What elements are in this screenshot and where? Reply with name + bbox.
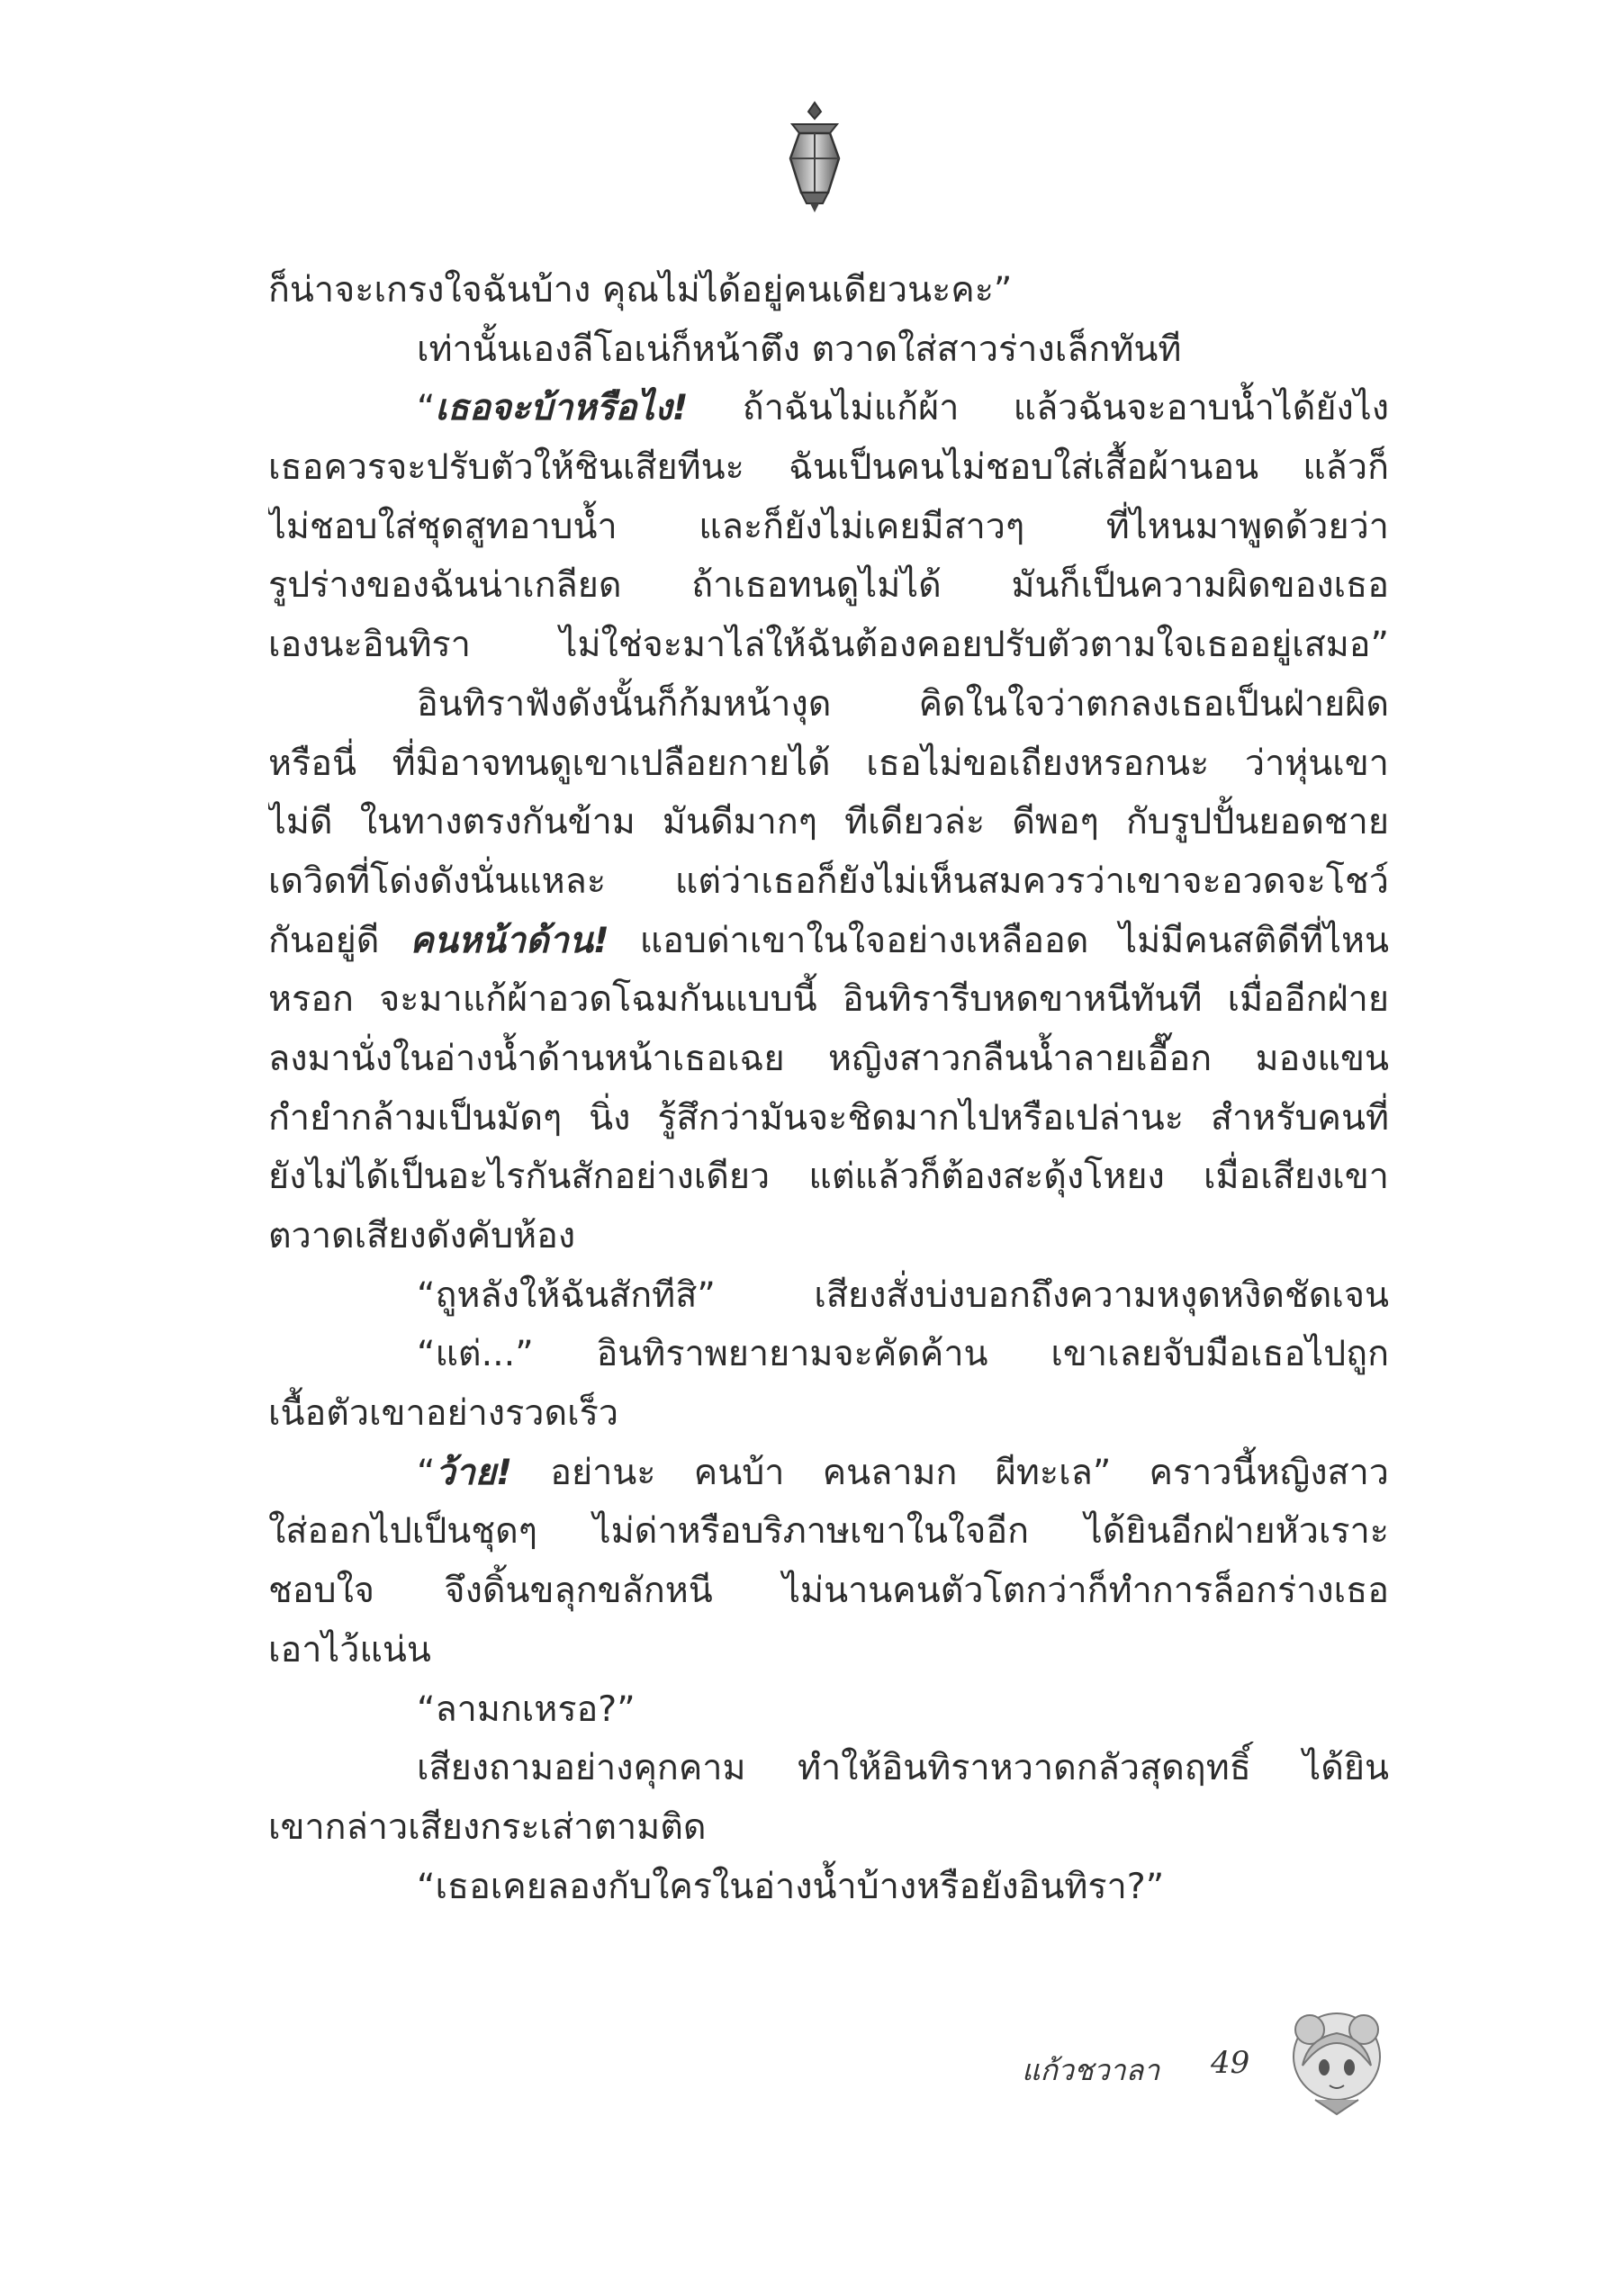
text-line: ใส่ออกไปเป็นชุดๆ ไม่ด่าหรือบริภาษเขาในใจอีก ได้ยินอีกฝ่ายหัวเราะ <box>268 1510 1389 1553</box>
text-line: เดวิดที่โด่งดังนั่นแหละ แต่ว่าเธอก็ยังไม่เห็นสมควรว่าเขาจะอวดจะโชว์ <box>268 860 1389 902</box>
text-line: กำยำกล้ามเป็นมัดๆ นิ่ง รู้สึกว่ามันจะชิดมากไปหรือเปล่านะ สำหรับคนที่ <box>268 1096 1389 1139</box>
text-line: ยังไม่ได้เป็นอะไรกันสักอย่างเดียว แต่แล้วก็ต้องสะดุ้งโหยง เมื่อเสียงเขา <box>268 1156 1389 1198</box>
text-segment: อย่านะ คนบ้า คนลามก ผีทะเล” คราวนี้หญิงสาว <box>512 1451 1389 1493</box>
emphasized-text: คนหน้าด้าน! <box>410 919 609 961</box>
text-line: เขากล่าวเสียงกระเส่าตามติด <box>268 1805 707 1848</box>
lantern-icon <box>774 99 855 216</box>
text-line: ตวาดเสียงดังคับห้อง <box>268 1215 576 1256</box>
text-line: “เธอเคยลองกับใครในอ่างน้ำบ้างหรือยังอินทิรา?” <box>417 1865 1165 1907</box>
text-line: รูปร่างของฉันน่าเกลียด ถ้าเธอทนดูไม่ได้ มันก็เป็นความผิดของเธอ <box>268 564 1389 607</box>
text-line: เธอควรจะปรับตัวให้ชินเสียทีนะ ฉันเป็นคนไม่ชอบใส่เสื้อผ้านอน แล้วก็ <box>268 446 1389 489</box>
text-line: “ถูหลังให้ฉันสักทีสิ” เสียงสั่งบ่งบอกถึงความหงุดหงิดชัดเจน <box>417 1274 1389 1316</box>
text-line: อินทิราฟังดังนั้นก็ก้มหน้างุด คิดในใจว่าตกลงเธอเป็นฝ่ายผิด <box>417 682 1389 725</box>
text-line: เอาไว้แน่น <box>268 1628 431 1670</box>
page-number: 49 <box>1211 2045 1250 2081</box>
text-segment: กันอยู่ดี <box>268 919 410 961</box>
text-line: “ลามกเหรอ?” <box>417 1688 636 1730</box>
text-line: หรอก จะมาแก้ผ้าอวดโฉมกันแบบนี้ อินทิรารีบหดขาหนีทันที เมื่ออีกฝ่าย <box>268 978 1389 1021</box>
emphasized-text: เธอจะบ้าหรือไง! <box>435 387 689 429</box>
text-line: เท่านั้นเองลีโอเน่ก็หน้าตึง ตวาดใส่สาวร่างเล็กทันที <box>417 328 1182 370</box>
text-segment: “ <box>417 387 436 429</box>
story-text <box>268 261 1389 1916</box>
text-line: เนื้อตัวเขาอย่างรวดเร็ว <box>268 1392 619 1435</box>
text-line: ไม่ชอบใส่ชุดสูทอาบน้ำ และก็ยังไม่เคยมีสาวๆ ที่ไหนมาพูดด้วยว่า <box>268 505 1389 547</box>
text-line: เองนะอินทิรา ไม่ใช่จะมาไล่ให้ฉันต้องคอยปรับตัวตามใจเธออยู่เสมอ” <box>268 624 1389 666</box>
text-line: ก็น่าจะเกรงใจฉันบ้าง คุณไม่ได้อยู่คนเดียวนะคะ” <box>268 269 1013 311</box>
text-segment: “ <box>417 1451 436 1493</box>
text-line <box>268 1444 1389 1503</box>
text-line: หรือนี่ ที่มิอาจทนดูเขาเปลือยกายได้ เธอไม่ขอเถียงหรอกนะ ว่าหุ่นเขา <box>268 742 1389 784</box>
emphasized-text: ว้าย! <box>435 1451 512 1493</box>
text-line: ชอบใจ จึงดิ้นขลุกขลักหนี ไม่นานคนตัวโตกว่าก็ทำการล็อกร่างเธอ <box>268 1570 1389 1612</box>
text-line: เสียงถามอย่างคุกคาม ทำให้อินทิราหวาดกลัวสุดฤทธิ์ ได้ยิน <box>417 1747 1389 1789</box>
text-segment: ถ้าฉันไม่แก้ผ้า แล้วฉันจะอาบน้ำได้ยังไง <box>688 387 1389 429</box>
text-line: “แต่...” อินทิราพยายามจะคัดค้าน เขาเลยจับมือเธอไปถูก <box>417 1333 1389 1375</box>
text-line: ไม่ดี ในทางตรงกันข้าม มันดีมากๆ ทีเดียวล่ะ ดีพอๆ กับรูปปั้นยอดชาย <box>268 801 1389 843</box>
character-portrait-icon <box>1283 2003 1391 2120</box>
text-line <box>268 379 1389 438</box>
text-segment: แอบด่าเขาในใจอย่างเหลืออด ไม่มีคนสติดีที่ไหน <box>609 919 1389 961</box>
text-line: ลงมานั่งในอ่างน้ำด้านหน้าเธอเฉย หญิงสาวกลืนน้ำลายเอื๊อก มองแขน <box>268 1037 1389 1079</box>
text-line <box>268 912 1389 971</box>
book-title: แก้วชวาลา <box>1022 2053 1160 2087</box>
